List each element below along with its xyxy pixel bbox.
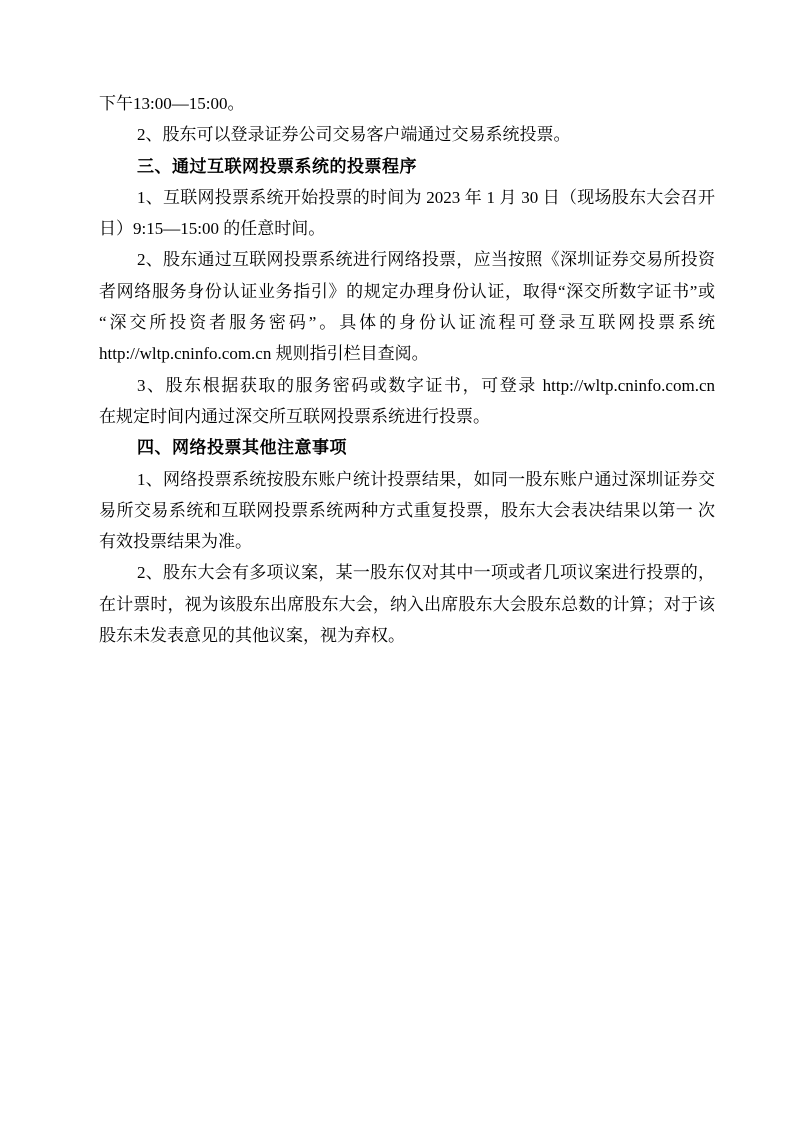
paragraph-login-vote-line1-url: 3、股东根据获取的服务密码或数字证书，可登录 http://wltp.cninfo.com.cn	[137, 375, 715, 395]
section-heading-other-voting-notes: 四、网络投票其他注意事项	[137, 438, 347, 458]
paragraph-identity-auth-line2: 者网络服务身份认证业务指引》的规定办理身份认证，取得“深交所数字证书”或	[99, 281, 715, 301]
paragraph-partial-voting-line1: 2、股东大会有多项议案，某一股东仅对其中一项或者几项议案进行投票的，	[137, 563, 715, 583]
paragraph-voting-start-time-line1: 1、互联网投票系统开始投票的时间为 2023 年 1 月 30 日（现场股东大会召开	[137, 187, 715, 207]
paragraph-partial-voting-line3: 股东未发表意见的其他议案，视为弃权。	[99, 626, 405, 646]
paragraph-identity-auth-line1: 2、股东通过互联网投票系统进行网络投票，应当按照《深圳证券交易所投资	[137, 250, 715, 270]
paragraph-duplicate-voting-line2: 易所交易系统和互联网投票系统两种方式重复投票，股东大会表决结果以第一 次	[99, 500, 715, 520]
section-heading-internet-voting-procedure: 三、通过互联网投票系统的投票程序	[137, 156, 417, 176]
document-text-block	[99, 88, 715, 651]
paragraph-identity-auth-line3: “深交所投资者服务密码”。具体的身份认证流程可登录互联网投票系统	[99, 313, 715, 333]
paragraph-trading-system-voting: 2、股东可以登录证券公司交易客户端通过交易系统投票。	[137, 125, 571, 145]
paragraph-partial-voting-line2: 在计票时，视为该股东出席股东大会，纳入出席股东大会股东总数的计算；对于该	[99, 594, 715, 614]
paragraph-duplicate-voting-line3: 有效投票结果为准。	[99, 532, 252, 552]
paragraph-duplicate-voting-line1: 1、网络投票系统按股东账户统计投票结果，如同一股东账户通过深圳证券交	[137, 469, 715, 489]
paragraph-login-vote-line2: 在规定时间内通过深交所互联网投票系统进行投票。	[99, 406, 490, 426]
paragraph-identity-auth-line4-url: http://wltp.cninfo.com.cn 规则指引栏目查阅。	[99, 344, 429, 364]
paragraph-voting-start-time-line2: 日）9:15—15:00 的任意时间。	[99, 219, 326, 239]
paragraph-continuation-afternoon-time: 下午13:00—15:00。	[99, 94, 245, 113]
